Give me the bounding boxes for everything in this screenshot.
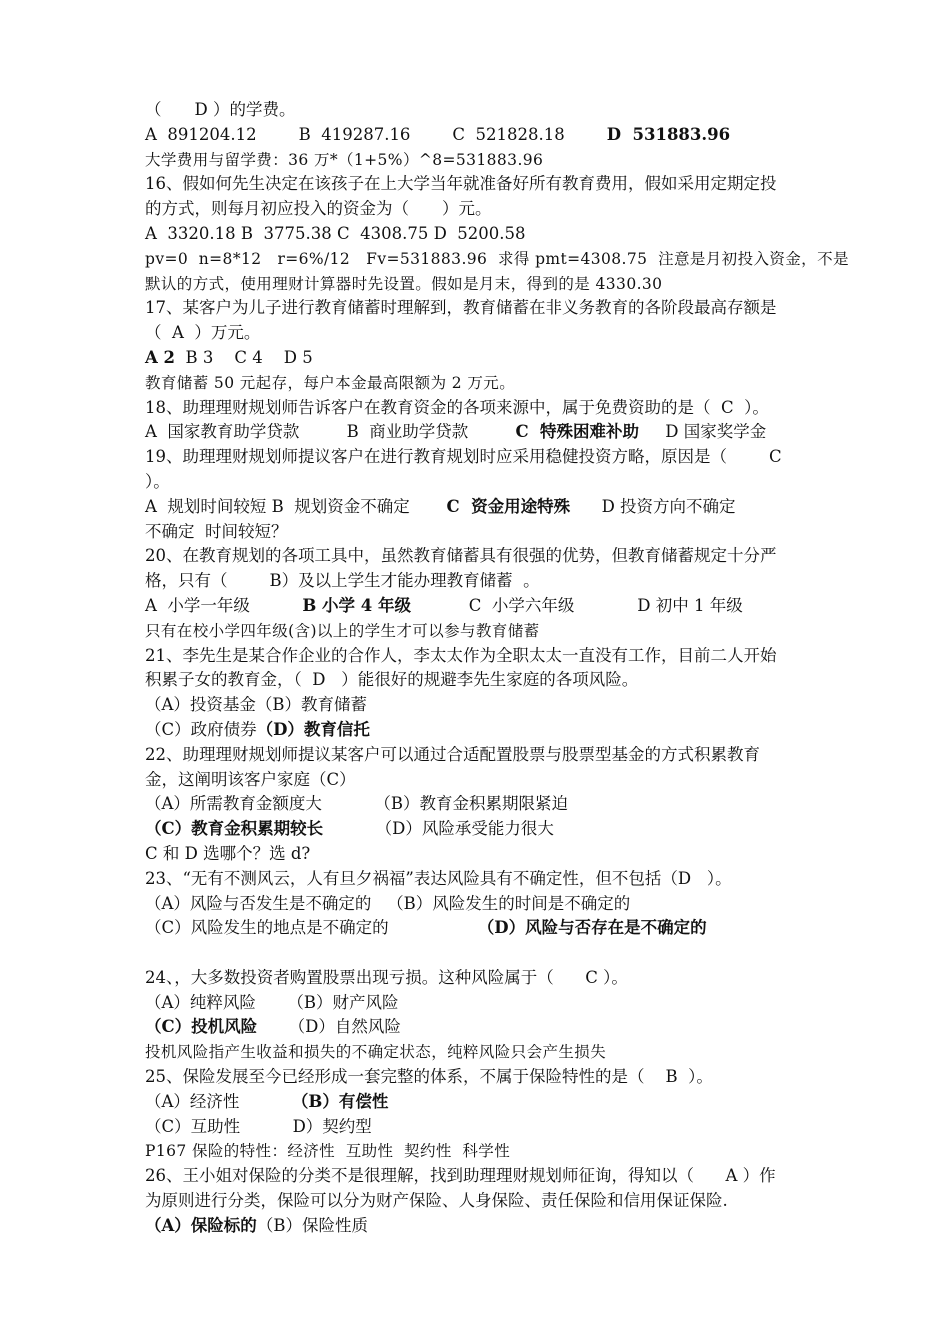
text-line bbox=[145, 1214, 885, 1239]
bold-answer-text: （A）保险标的 bbox=[145, 1215, 257, 1235]
text-segment: 17、某客户为儿子进行教育储蓄时理解到，教育储蓄在非义务教育的各阶段最高存额是 bbox=[145, 298, 777, 318]
text-segment: （ D ）的学费。 bbox=[145, 100, 296, 119]
text-segment: 19、助理理财规划师提议客户在进行教育规划时应采用稳健投资方略，原因是（ C bbox=[145, 447, 782, 467]
text-line bbox=[145, 296, 885, 321]
text-segment: A 规划时间较短 B 规划资金不确定 bbox=[145, 496, 447, 516]
bold-answer-text: （C）教育金积累期较长 bbox=[145, 819, 324, 839]
text-segment: （C）政府债券 bbox=[145, 719, 257, 739]
bold-answer-text: C 特殊困难补助 bbox=[515, 422, 640, 442]
text-segment: C 和 D 选哪个？选 d? bbox=[145, 843, 311, 863]
text-line bbox=[145, 619, 885, 644]
text-line bbox=[145, 817, 885, 842]
text-line bbox=[145, 743, 885, 768]
text-line bbox=[145, 98, 885, 123]
text-line bbox=[145, 148, 885, 173]
text-segment: 24、，大多数投资者购置股票出现亏损。这种风险属于（ C ）。 bbox=[145, 967, 628, 987]
text-segment: 大学费用与留学费：36 万*（1+5%）^8=531883.96 bbox=[145, 150, 544, 169]
text-segment: B 3 C 4 D 5 bbox=[175, 347, 313, 367]
text-line bbox=[145, 1015, 885, 1040]
text-line bbox=[145, 1139, 885, 1164]
text-segment: 只有在校小学四年级(含)以上的学生才可以参与教育储蓄 bbox=[145, 621, 540, 640]
text-segment: 20、在教育规划的各项工具中，虽然教育储蓄具有很强的优势，但教育储蓄规定十分严 bbox=[145, 546, 777, 566]
text-segment: 16、假如何先生决定在该孩子在上大学当年就准备好所有教育费用，假如采用定期定投 bbox=[145, 174, 777, 194]
text-line bbox=[145, 1090, 885, 1115]
text-segment: 26、王小姐对保险的分类不是很理解，找到助理理财规划师征询，得知以（ A ）作 bbox=[145, 1166, 776, 1186]
text-line bbox=[145, 693, 885, 718]
text-segment: 投机风险指产生收益和损失的不确定状态，纯粹风险只会产生损失 bbox=[145, 1043, 607, 1062]
text-segment: （D）风险承受能力很大 bbox=[323, 819, 554, 839]
text-line bbox=[145, 396, 885, 421]
text-segment: 教育储蓄 50 元起存，每户本金最高限额为 2 万元。 bbox=[145, 373, 516, 392]
text-line bbox=[145, 1040, 885, 1065]
bold-answer-text: （D）风险与否存在是不确定的 bbox=[477, 918, 707, 938]
text-segment: （A）投资基金（B）教育储蓄 bbox=[145, 695, 368, 715]
bold-answer-text: （C）投机风险 bbox=[145, 1017, 258, 1037]
text-segment: （A）经济性 bbox=[145, 1091, 292, 1111]
text-segment: D 国家奖学金 bbox=[639, 422, 767, 442]
text-line bbox=[145, 420, 885, 445]
bold-answer-text: （D）教育信托 bbox=[256, 719, 370, 739]
text-line bbox=[145, 792, 885, 817]
text-line bbox=[145, 346, 885, 371]
bold-answer-text: A 2 bbox=[145, 347, 176, 367]
text-segment: 金，这阐明该客户家庭（C） bbox=[145, 769, 356, 789]
text-line bbox=[145, 1164, 885, 1189]
text-segment: （C）互助性 D）契约型 bbox=[145, 1116, 372, 1136]
document-body bbox=[145, 98, 885, 1239]
text-line bbox=[145, 544, 885, 569]
blank-line bbox=[145, 941, 885, 966]
text-line bbox=[145, 445, 885, 470]
text-line bbox=[145, 644, 885, 669]
text-segment: A 891204.12 B 419287.16 C 521828.18 bbox=[145, 124, 607, 144]
text-line bbox=[145, 321, 885, 346]
text-segment: 积累子女的教育金，（ D ）能很好的规避李先生家庭的各项风险。 bbox=[145, 670, 639, 690]
text-segment: 21、李先生是某合作企业的合作人，李太太作为全职太太一直没有工作，目前二人开始 bbox=[145, 645, 777, 665]
text-segment: 为原则进行分类，保险可以分为财产保险、人身保险、责任保险和信用保证保险. bbox=[145, 1191, 728, 1211]
text-line bbox=[145, 272, 885, 297]
text-line bbox=[145, 123, 885, 148]
text-line bbox=[145, 247, 885, 272]
text-line bbox=[145, 966, 885, 991]
text-segment: 默认的方式，使用理财计算器时先设置。假如是月末，得到的是 4330.30 bbox=[145, 274, 663, 293]
text-line bbox=[145, 520, 885, 545]
text-segment: （ A ）万元。 bbox=[145, 323, 261, 343]
bold-answer-text: B 小学 4 年级 bbox=[302, 595, 412, 615]
text-segment: 的方式，则每月初应投入的资金为（ ）元。 bbox=[145, 199, 492, 219]
text-line bbox=[145, 1065, 885, 1090]
text-segment: A 小学一年级 bbox=[145, 595, 303, 615]
text-segment: P167 保险的特性：经济性 互助性 契约性 科学性 bbox=[145, 1142, 511, 1161]
text-segment: （A）纯粹风险 （B）财产风险 bbox=[145, 992, 399, 1012]
text-segment: （B）保险性质 bbox=[256, 1215, 368, 1235]
text-segment: 22、助理理财规划师提议某客户可以通过合适配置股票与股票型基金的方式积累教育 bbox=[145, 744, 760, 764]
bold-answer-text: C 资金用途特殊 bbox=[446, 496, 571, 516]
text-line bbox=[145, 594, 885, 619]
text-line bbox=[145, 768, 885, 793]
text-line bbox=[145, 495, 885, 520]
text-segment: 格，只有（ B）及以上学生才能办理教育储蓄 。 bbox=[145, 571, 540, 591]
text-segment: pv=0 n=8*12 r=6%/12 Fv=531883.96 求得 pmt=4308.75 注意是月初投入资金，不是 bbox=[145, 249, 849, 268]
text-segment: ）。 bbox=[145, 471, 170, 491]
text-segment: D 投资方向不确定 bbox=[570, 496, 736, 516]
text-segment: 18、助理理财规划师告诉客户在教育资金的各项来源中，属于免费资助的是（ C ）。 bbox=[145, 397, 769, 417]
bold-answer-text: （B）有偿性 bbox=[291, 1091, 389, 1111]
text-segment: C 小学六年级 D 初中 1 年级 bbox=[411, 595, 743, 615]
text-line bbox=[145, 668, 885, 693]
text-line bbox=[145, 470, 885, 495]
text-segment: 23、“无有不测风云，人有旦夕祸福”表达风险具有不确定性，但不包括（D ）。 bbox=[145, 868, 732, 888]
text-segment: A 3320.18 B 3775.38 C 4308.75 D 5200.58 bbox=[145, 223, 526, 243]
text-segment: 不确定 时间较短？ bbox=[145, 521, 288, 541]
text-segment: 25、保险发展至今已经形成一套完整的体系，不属于保险特性的是（ B ）。 bbox=[145, 1067, 713, 1087]
text-segment: A 国家教育助学贷款 B 商业助学贷款 bbox=[145, 422, 516, 442]
text-line bbox=[145, 222, 885, 247]
text-line bbox=[145, 569, 885, 594]
text-line bbox=[145, 842, 885, 867]
text-line bbox=[145, 718, 885, 743]
text-line bbox=[145, 916, 885, 941]
text-line bbox=[145, 892, 885, 917]
text-line bbox=[145, 867, 885, 892]
text-line bbox=[145, 371, 885, 396]
text-segment: （A）风险与否发生是不确定的 （B）风险发生的时间是不确定的 bbox=[145, 893, 631, 913]
text-segment: （D）自然风险 bbox=[257, 1017, 401, 1037]
text-segment: （A）所需教育金额度大 （B）教育金积累期限紧迫 bbox=[145, 794, 568, 814]
text-line bbox=[145, 197, 885, 222]
text-segment: （C）风险发生的地点是不确定的 bbox=[145, 918, 478, 938]
text-line bbox=[145, 1115, 885, 1140]
text-line bbox=[145, 991, 885, 1016]
bold-answer-text: D 531883.96 bbox=[606, 124, 731, 144]
text-line bbox=[145, 172, 885, 197]
text-line bbox=[145, 1189, 885, 1214]
